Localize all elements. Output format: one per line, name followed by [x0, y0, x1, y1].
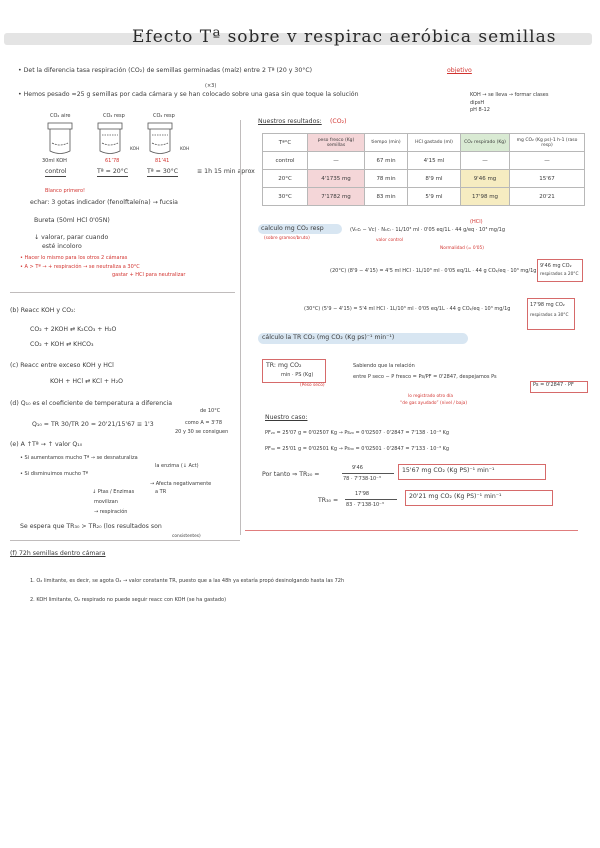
tr20-numerator: 9'46	[352, 465, 363, 471]
left-divider-2	[10, 540, 240, 541]
e-line-1: • Si aumentamos mucho Tª → se desnaturaliza	[20, 455, 138, 461]
table-cell: 4'15 ml	[408, 152, 461, 170]
echar-step: echar: 3 gotas indicador (fenolftaleína) → fucsia	[30, 199, 178, 206]
table-cell: 20°C	[263, 170, 308, 188]
chamber-30: Tª = 30°C	[147, 168, 179, 175]
sabiendo-line-2: entre P seco − P fresco = Ps/PF = 0'2847, despejamos Ps	[353, 374, 497, 380]
reaction-b1: CO₂ + 2KOH ⇄ K₂CO₃ + H₂O	[30, 326, 117, 333]
section-f: (f) 72h semillas dentro cámara	[10, 550, 106, 557]
table-cell: 30°C	[263, 188, 308, 206]
table-cell: 8'9 ml	[408, 170, 461, 188]
vertical-divider	[240, 120, 241, 535]
calc-label: calculo mg CO₂ resp	[261, 225, 324, 232]
table-cell: 5'9 ml	[408, 188, 461, 206]
table-row	[263, 188, 585, 206]
e-conclusion: Se espera que TR₃₀ > TR₂₀ (los resultados son	[20, 523, 162, 530]
control-value-note: valor control	[376, 238, 404, 243]
table-cell: control	[263, 152, 308, 170]
f-point-2: 2. KOH limitante, O₂ respirado no puede seguir reacc con KOH (se ha gastado)	[30, 597, 227, 603]
chambers-drawing	[40, 121, 200, 159]
section-d: (d) Q₁₀ es el coeficiente de temperatura a diferencia	[10, 400, 173, 407]
col-fresh-weight: peso fresco (Kg) semillas	[308, 134, 365, 152]
e-line-1b: la enzima (↓ Act)	[155, 463, 199, 469]
chamber-1-label: CO₂ aire	[50, 113, 71, 119]
result-20: 9'46 mg CO₂	[540, 263, 572, 269]
f-point-1: 1. O₂ limitante, es decir, se agota O₂ → valor constante TR, puesto que a las 48h ya estaría propó desinolgando hasta las 72h	[30, 578, 345, 584]
intro-right-note-3: pH 8-12	[470, 107, 490, 113]
intro-right-note: KOH → se lleva → formar clases	[470, 92, 549, 98]
control-chamber: control	[45, 168, 67, 175]
hcl-note: (HCl)	[470, 219, 483, 225]
col-time: tiempo (min)	[365, 134, 408, 152]
table-cell: 83 min	[365, 188, 408, 206]
ps-relation: Ps = 0'2847 · PF	[533, 382, 574, 388]
table-cell: 17'98 mg	[461, 188, 510, 206]
koh-label: KOH	[130, 147, 140, 152]
section-c: (c) Reacc entre exceso KOH y HCl	[10, 362, 114, 369]
valorar-step-2: esté incoloro	[42, 243, 82, 250]
table-header-row	[263, 134, 585, 152]
objective-label: objetivo	[447, 67, 472, 74]
q10-right: como A = 3'78	[185, 420, 223, 426]
left-divider-1	[10, 292, 235, 293]
table-cell: 78 min	[365, 170, 408, 188]
q10-formula: Q₁₀ = TR 30/TR 20 = 20'21/15'67 ≡ 1'3	[32, 421, 154, 428]
seed-weight-20: 61’78	[105, 158, 120, 164]
e-line-4: movilizan	[94, 499, 118, 505]
intro-line-2: • Hemos pesado ≈25 g semillas por cada cámara y se han colocado sobre una gasa sin que toque la solución	[18, 91, 359, 98]
tr-formula-top: TR: mg CO₂	[266, 362, 302, 369]
tr20-result: 15'67 mg CO₂ (Kg PS)⁻¹ min⁻¹	[402, 467, 495, 474]
pf20-line: PF₂₀ = 25'07 g = 0'02507 Kg → Ps₂₀ = 0'02507 · 0'2847 = 7'138 · 10⁻³ Kg	[265, 430, 450, 436]
tr-label: cálculo la TR CO₂ (mg CO₂ (Kg ps)⁻¹ min⁻¹)	[262, 334, 395, 341]
tr-formula-bottom: min · PS (Kg)	[281, 372, 314, 378]
col-rate: mg CO₂ (Kg ps)-1 h-1 (raso resp)	[510, 134, 585, 152]
col-temp: Tª°C	[263, 134, 308, 152]
koh-label-2: KOH	[180, 147, 190, 152]
q10-right-2: 20 y 30 se consiguen	[175, 429, 229, 435]
normality-note: Normalidad (= 0'05)	[440, 246, 484, 251]
col-hcl: HCl gastado (ml)	[408, 134, 461, 152]
results-header-2: (CO₂)	[330, 118, 347, 125]
reaction-c1: KOH + HCl ⇄ KCl + H₂O	[50, 378, 124, 385]
results-table	[262, 133, 585, 206]
koh-volume: 30ml KOH	[42, 158, 67, 164]
tr30-label: TR₃₀ =	[318, 497, 339, 504]
e-conclusion-2: consistentes)	[172, 534, 201, 539]
table-cell: —	[510, 152, 585, 170]
e-line-5: → respiración	[94, 509, 128, 515]
e-line-3: ↓ Ptas / Enzimas	[92, 489, 135, 495]
table-cell: 9'46 mg	[461, 170, 510, 188]
result-20-sub: respirados a 20°C	[540, 272, 579, 277]
chamber-time: ≡ 1h 15 min aprox	[197, 168, 255, 175]
tr30-result: 20'21 mg CO₂ (Kg PS)⁻¹ min⁻¹	[409, 493, 502, 500]
section-e: (e) A ↑Tª → ↑ valor Q₁₀	[10, 441, 83, 448]
peso-seco-note: (Peso seco)	[300, 383, 325, 388]
calc-formula: (Vₕcₗ − Vc) · Nₕcₗ · 1L/10³ ml · 0'05 eq/1L · 44 g/eq · 10³ mg/1g	[350, 227, 506, 233]
therefore-label: Por tanto ⇒ TR₂₀ =	[262, 471, 320, 478]
intro-line-1: • Det la diferencia tasa respiración (CO₂) de semillas germinadas (maíz) entre 2 Tª (20 y 30°C)	[18, 67, 313, 74]
e-line-3c: a TR	[155, 489, 167, 495]
results-header: Nuestros resultados:	[258, 118, 322, 125]
registered-note-2: “de gas ayudado” (nivel / baja)	[400, 401, 468, 406]
tr30-fraction-bar	[345, 499, 397, 500]
section-b: (b) Reacc KOH y CO₂:	[10, 307, 76, 314]
col-co2: CO₂ respirado (Kg)	[461, 134, 510, 152]
table-row	[263, 152, 585, 170]
reaction-b2: CO₂ + KOH ⇄ KHCO₃	[30, 341, 94, 348]
bureta-step: Bureta (50ml HCl 0'05N)	[34, 217, 110, 224]
page-title: Efecto Tª sobre v respirac aeróbica semillas	[132, 27, 557, 47]
seed-weight-30: 81’41	[155, 158, 170, 164]
intro-sup: (×3)	[205, 83, 217, 89]
repeat-note: • Hacer lo mismo para los otros 2 cámaras	[20, 255, 128, 261]
e-line-3b: → Afecta negativamente	[150, 481, 212, 487]
registered-note: lo registrado otro día	[408, 394, 454, 399]
our-case: Nuestro caso:	[265, 414, 308, 421]
table-cell: 4'1735 mg	[308, 170, 365, 188]
blank-first-note: Blanco primero!	[45, 188, 86, 194]
table-cell: 67 min	[365, 152, 408, 170]
temperature-note-2: gastar + HCl para neutralizar	[112, 272, 186, 278]
table-cell: —	[308, 152, 365, 170]
valorar-step: ↓ valorar, parar cuando	[34, 234, 109, 241]
calc-20: (20°C) (8'9 − 4'15) = 4'5 ml HCl · 1L/10³ ml · 0'05 eq/1L · 44 g CO₂/eq · 10³ mg/1g	[330, 268, 537, 274]
sabiendo-line: Sabiendo que la relación	[353, 363, 415, 369]
table-cell: —	[461, 152, 510, 170]
chamber-2-label: CO₂ resp	[103, 113, 125, 119]
pf30-line: PF₃₀ = 25'01 g = 0'02501 Kg → Ps₃₀ = 0'02501 · 0'2847 = 7'133 · 10⁻³ Kg	[265, 446, 450, 452]
intro-right-note-2: dipsH	[470, 100, 485, 106]
calc-30: (30°C) (5'9 − 4'15) = 5'4 ml HCl · 1L/10³ ml · 0'05 eq/1L · 44 g CO₂/eq · 10³ mg/1g	[304, 306, 511, 312]
result-30: 17'98 mg CO₂	[530, 302, 565, 308]
tr30-numerator: 17'98	[355, 491, 370, 497]
tr20-fraction-bar	[342, 473, 394, 474]
section-d-sub: de 10°C	[200, 408, 221, 414]
table-cell: 15'67	[510, 170, 585, 188]
calc-label-sub: (sobre gramos/bruto)	[264, 236, 310, 241]
table-row	[263, 170, 585, 188]
e-line-2: • Si disminuimos mucho Tª	[20, 471, 88, 477]
chamber-3-label: CO₂ resp	[153, 113, 175, 119]
result-30-sub: respirados a 30°C	[530, 313, 569, 318]
chamber-20: Tª = 20°C	[97, 168, 129, 175]
table-cell: 7'1782 mg	[308, 188, 365, 206]
tr30-denominator: 83 · 7'138·10⁻³	[346, 502, 384, 508]
table-cell: 20'21	[510, 188, 585, 206]
right-divider-red	[245, 530, 578, 531]
tr20-denominator: 78 · 7'738·10⁻³	[343, 476, 381, 482]
temperature-note: • A > Tª → + respiración → se neutraliza a 30°C	[20, 264, 140, 270]
